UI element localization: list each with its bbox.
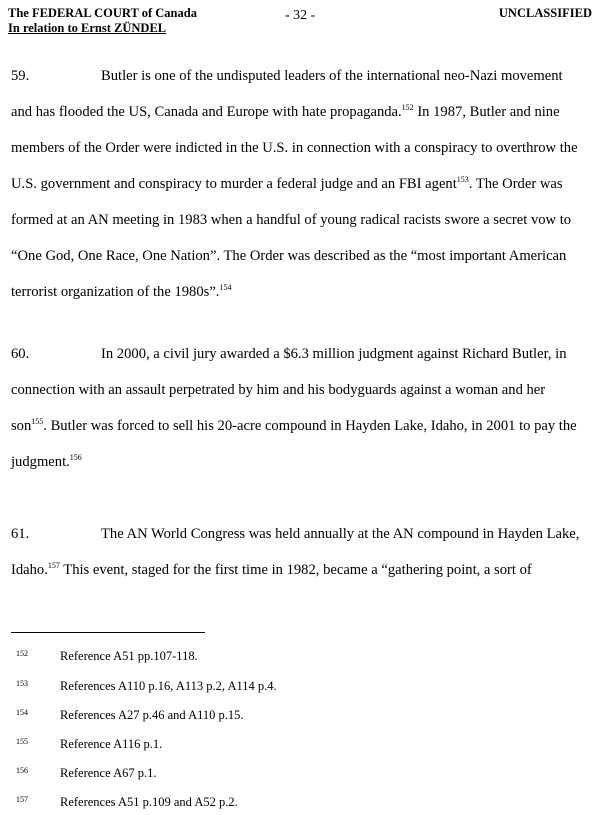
footnote-text: References A51 p.109 and A52 p.2. bbox=[60, 795, 238, 809]
footnote-text: References A27 p.46 and A110 p.15. bbox=[60, 708, 244, 722]
paragraph-number: 60. bbox=[11, 346, 30, 362]
footnote-ref[interactable]: 156 bbox=[69, 453, 82, 462]
paragraph-line: son$^{155}$. Butler was forced to sell his 20-acre compound in Hayden Lake, Idaho, in 2001 to pay the bbox=[11, 417, 577, 434]
paragraph-60 bbox=[11, 336, 589, 480]
footnote-152 bbox=[16, 647, 198, 663]
paragraph-61 bbox=[11, 516, 589, 588]
footnote-ref[interactable]: 152 bbox=[401, 103, 414, 112]
footnote-separator bbox=[11, 632, 205, 633]
header-relation: In relation to Ernst ZÜNDEL bbox=[8, 21, 167, 35]
paragraph-line: U.S. government and conspiracy to murder a federal judge and an FBI agent$^{153}$. The Order was bbox=[11, 175, 563, 192]
paragraph-line: 61. The AN World Congress was held annually at the AN compound in Hayden Lake, bbox=[11, 516, 589, 552]
paragraph-number: 59. bbox=[11, 68, 30, 84]
footnote-text: Reference A116 p.1. bbox=[60, 737, 163, 751]
footnote-ref[interactable]: 154 bbox=[219, 283, 232, 292]
footnote-number: 157 bbox=[16, 795, 28, 804]
footnote-ref[interactable]: 157 bbox=[47, 561, 60, 570]
paragraph-line: “One God, One Race, One Nation”. The Order was described as the “most important American bbox=[11, 248, 567, 264]
paragraph-number: 61. bbox=[11, 526, 30, 542]
page-number: - 32 - bbox=[285, 8, 316, 23]
paragraph-line: members of the Order were indicted in the U.S. in connection with a conspiracy to overthrow the bbox=[11, 140, 578, 156]
footnote-ref[interactable]: 153 bbox=[456, 175, 469, 184]
paragraph-line: Idaho.$^{157}$ This event, staged for the first time in 1982, became a “gathering point, a sort of bbox=[11, 561, 532, 578]
footnote-155 bbox=[16, 735, 162, 751]
paragraph-line: 59. Butler is one of the undisputed leaders of the international neo-Nazi movement bbox=[11, 58, 589, 94]
footnote-number: 152 bbox=[16, 649, 28, 658]
footnote-number: 156 bbox=[16, 766, 28, 775]
footnote-154 bbox=[16, 706, 244, 722]
paragraph-line: formed at an AN meeting in 1983 when a handful of young radical racists swore a secret vow to bbox=[11, 212, 572, 228]
paragraph-59 bbox=[11, 58, 589, 310]
footnote-number: 154 bbox=[16, 708, 28, 717]
footnote-157 bbox=[16, 793, 238, 809]
footnote-text: Reference A51 pp.107-118. bbox=[60, 649, 198, 663]
paragraph-line: terrorist organization of the 1980s”.$^{154}$ bbox=[11, 283, 232, 300]
header-court: The FEDERAL COURT of Canada bbox=[8, 6, 197, 20]
paragraph-line: judgment.$^{156}$ bbox=[11, 453, 82, 470]
paragraph-line: and has flooded the US, Canada and Europe with hate propaganda.$^{152}$ In 1987, Butler and nine bbox=[11, 103, 560, 120]
footnote-number: 155 bbox=[16, 737, 28, 746]
footnote-153 bbox=[16, 677, 277, 693]
footnote-number: 153 bbox=[16, 679, 28, 688]
paragraph-line: 60. In 2000, a civil jury awarded a $6.3 million judgment against Richard Butler, in bbox=[11, 336, 589, 372]
footnote-ref[interactable]: 155 bbox=[31, 417, 44, 426]
classification-label: UNCLASSIFIED bbox=[498, 6, 592, 20]
header-case-title bbox=[8, 6, 197, 36]
footnote-156 bbox=[16, 764, 157, 780]
paragraph-line: connection with an assault perpetrated by him and his bodyguards against a woman and her bbox=[11, 382, 546, 398]
footnote-text: Reference A67 p.1. bbox=[60, 766, 157, 780]
page-header bbox=[8, 6, 592, 40]
footnote-text: References A110 p.16, A113 p.2, A114 p.4. bbox=[60, 679, 277, 693]
